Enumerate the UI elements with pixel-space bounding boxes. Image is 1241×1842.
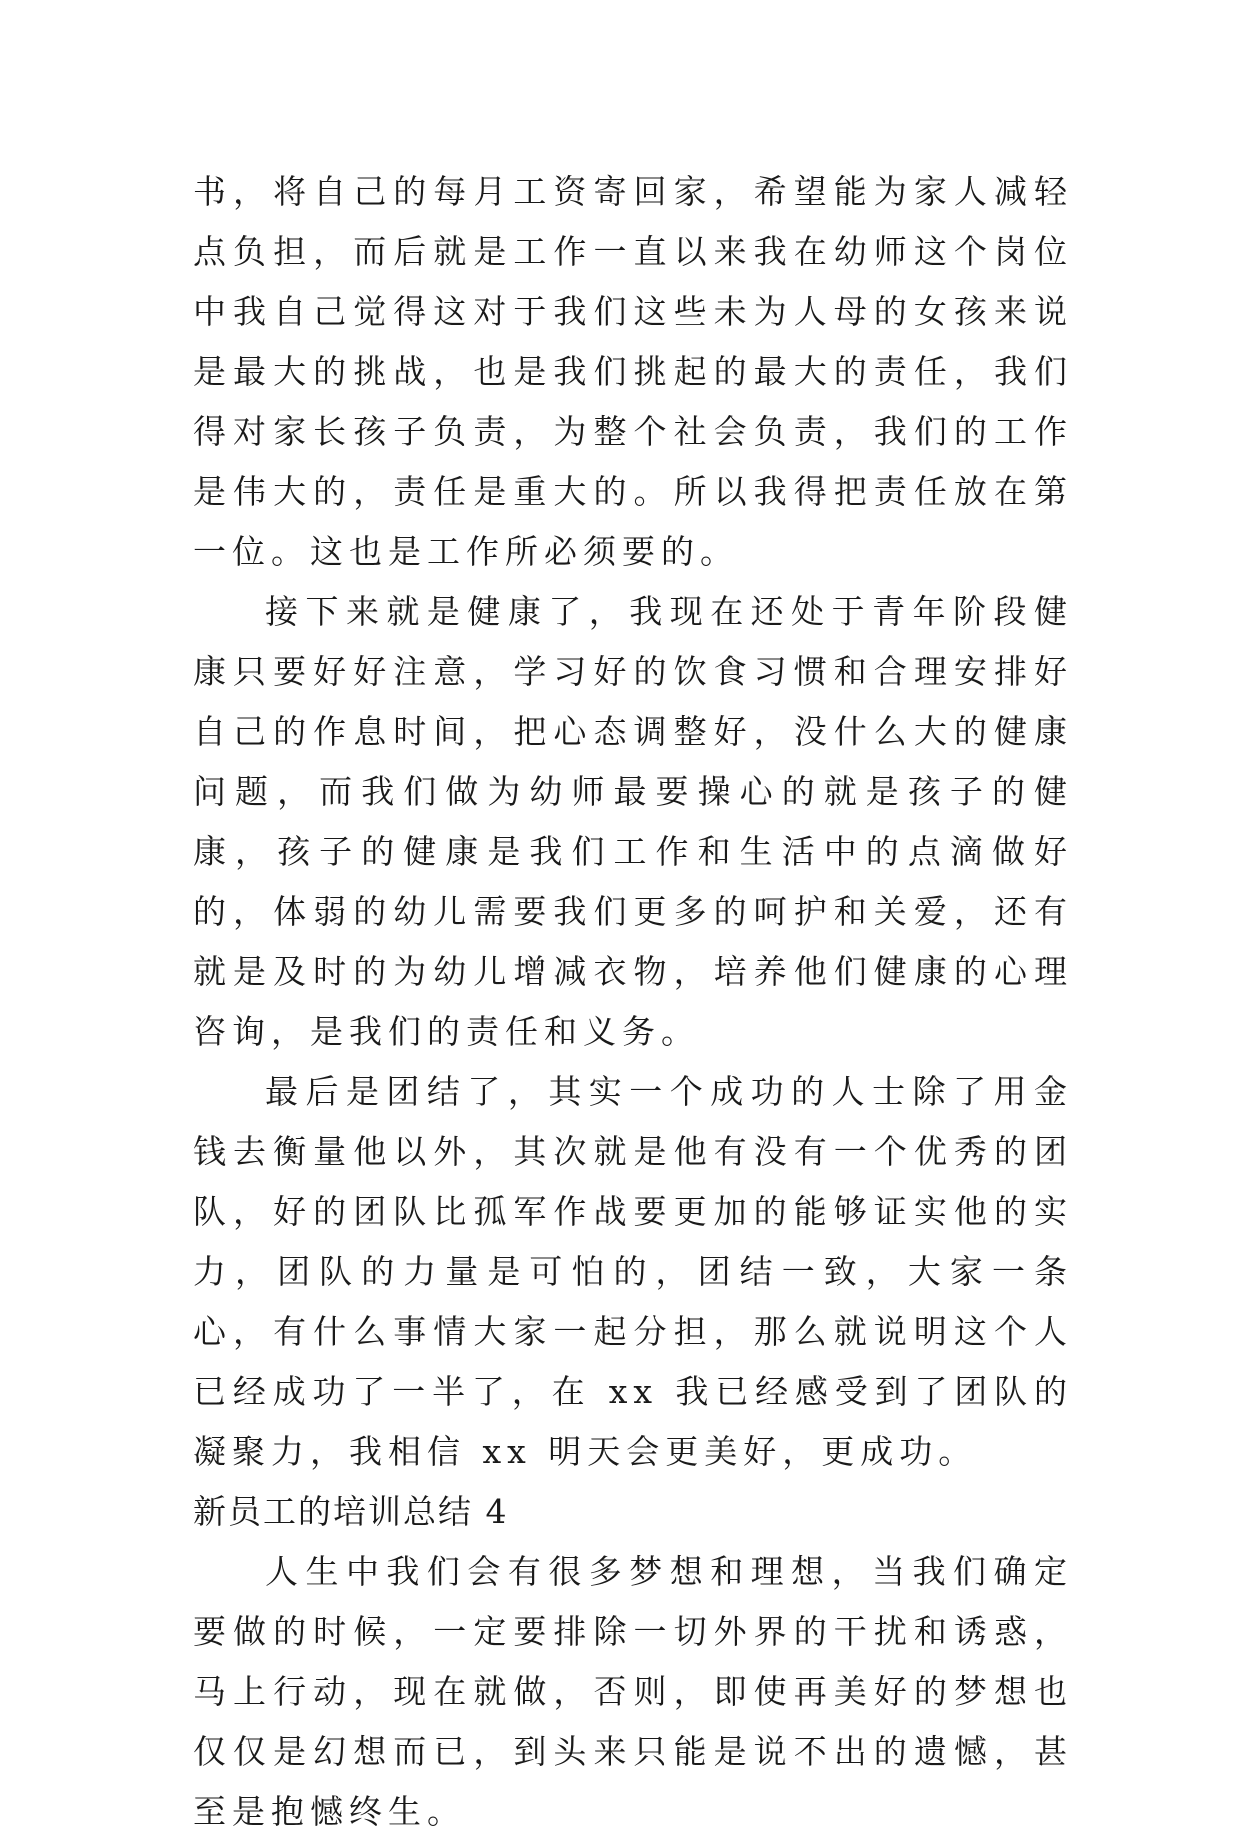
paragraph-health: 接下来就是健康了，我现在还处于青年阶段健康只要好好注意，学习好的饮食习惯和合理安排好自己的作息时间，把心态调整好，没什么大的健康问题，而我们做为幼师最要操心的就是孩子的健康，孩子的健康是我们工作和生活中的点滴做好的，体弱的幼儿需要我们更多的呵护和关爱，还有就是及时的为幼儿增减衣物，培养他们健康的心理咨询，是我们的责任和义务。 [193,592,1073,1051]
paragraph-dreams: 人生中我们会有很多梦想和理想，当我们确定要做的时候，一定要排除一切外界的干扰和诱惑，马上行动，现在就做，否则，即使再美好的梦想也仅仅是幻想而已，到头来只能是说不出的遗憾，甚至是抱憾终生。 [193,1552,1073,1831]
section-heading: 新员工的培训总结 4 [193,1492,509,1531]
document-body [193,162,1073,1842]
paragraph-unity: 最后是团结了，其实一个成功的人士除了用金钱去衡量他以外，其次就是他有没有一个优秀的团队，好的团队比孤军作战要更加的能够证实他的实力，团队的力量是可怕的，团结一致，大家一条心，有什么事情大家一起分担，那么就说明这个人已经成功了一半了，在 xx 我已经感受到了团队的凝聚力，我相信 xx 明天会更美好，更成功。 [193,1072,1073,1471]
paragraph-responsibility: 书，将自己的每月工资寄回家，希望能为家人减轻点负担，而后就是工作一直以来我在幼师这个岗位中我自己觉得这对于我们这些未为人母的女孩来说是最大的挑战，也是我们挑起的最大的责任，我们得对家长孩子负责，为整个社会负责，我们的工作是伟大的，责任是重大的。所以我得把责任放在第一位。这也是工作所必须要的。 [193,172,1073,571]
